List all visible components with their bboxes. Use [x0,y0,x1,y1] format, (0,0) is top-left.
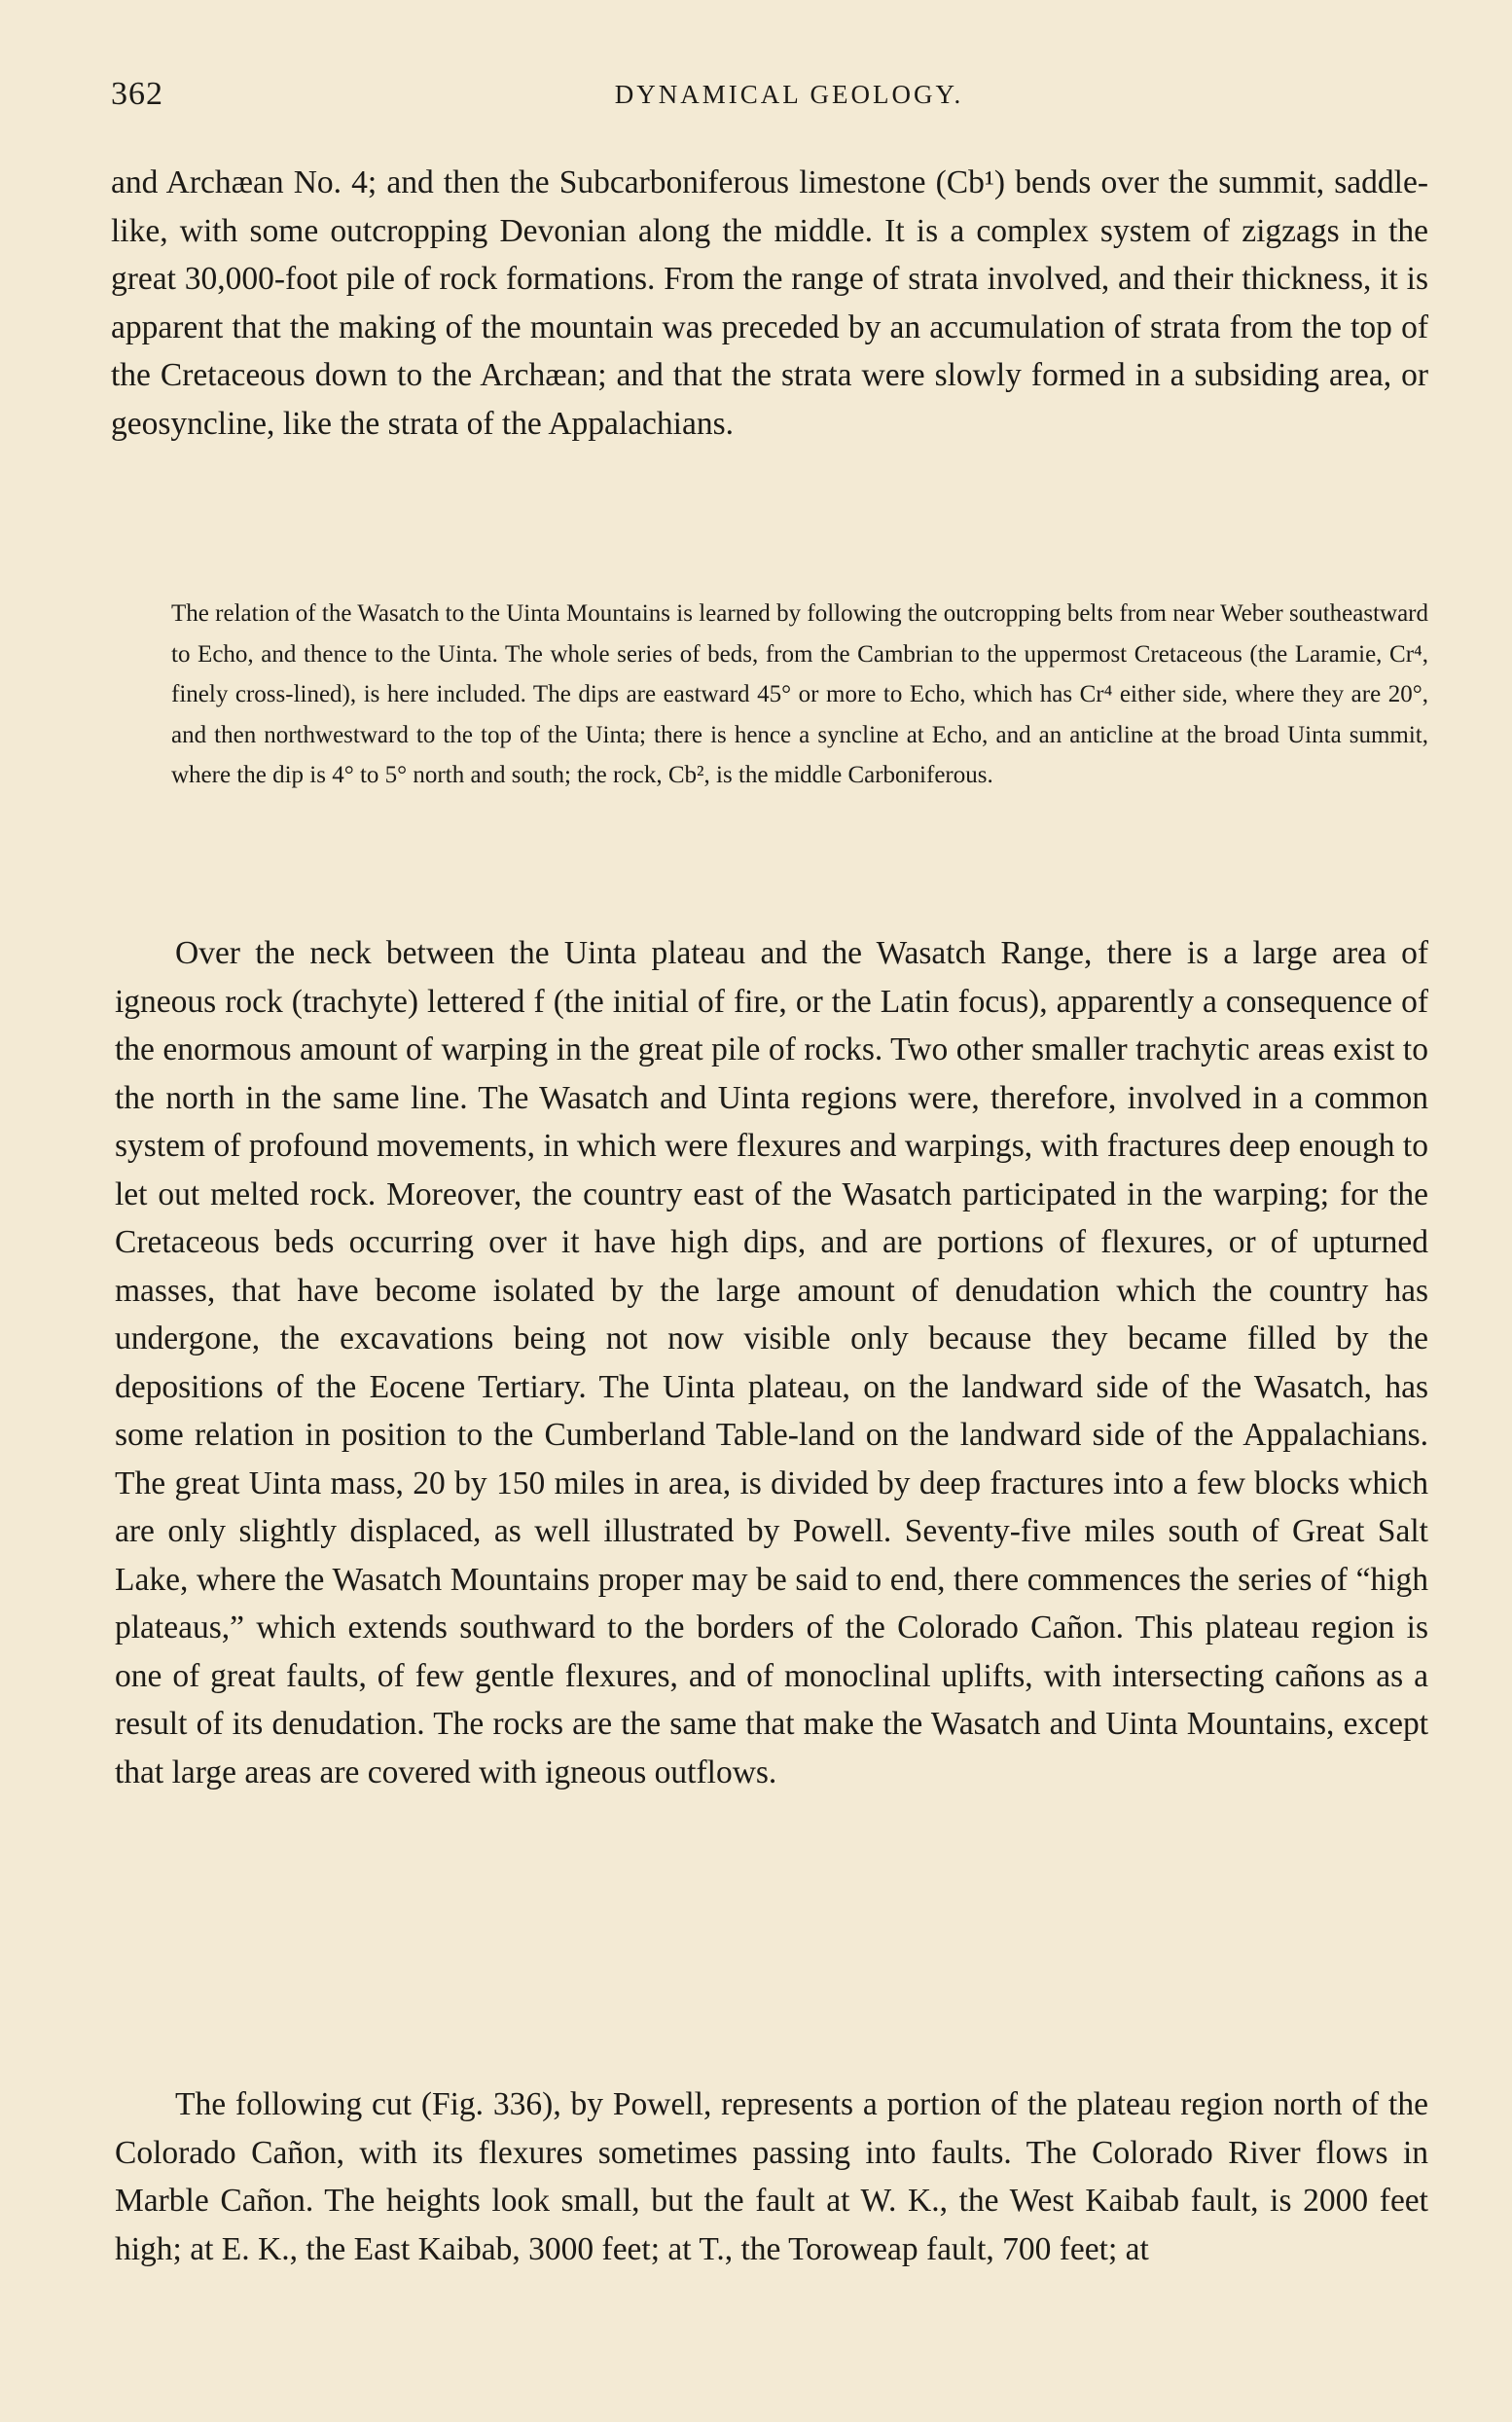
paragraph-archaean-strata: and Archæan No. 4; and then the Subcarboniferous limestone (Cb¹) bends over the summit, saddle-like, with some outcropping Devonian along the middle. It is a complex system of zigzags in the great 30,000-foot pile of rock formations. From the range of strata involved, and their thickness, it is apparent that the making of the mountain was preceded by an accumulation of strata from the top of the Cretaceous down to the Archæan; and that the strata were slowly formed in a subsiding area, or geosyncline, like the strata of the Appalachians. [111,164,1428,442]
paragraph-powell-cut: The following cut (Fig. 336), by Powell, represents a portion of the plateau region north of the Colorado Cañon, with its flexures sometimes passing into faults. The Colorado River flows in Marble Cañon. The heights look small, but the fault at W. K., the West Kaibab fault, is 2000 feet high; at E. K., the East Kaibab, 3000 feet; at T., the Toroweap fault, 700 feet; at [115,2086,1428,2267]
paragraph-uinta-wasatch-neck: Over the neck between the Uinta plateau and the Wasatch Range, there is a large area of igneous rock (trachyte) lettered f (the initial of fire, or the Latin focus), apparently a consequence of the enormous amount of warping in the great pile of rocks. Two other smaller trachytic areas exist to the north in the same line. The Wasatch and Uinta regions were, therefore, involved in a common system of profound movements, in which were flexures and warpings, with fractures deep enough to let out melted rock. Moreover, the country east of the Wasatch participated in the warping; for the Cretaceous beds occurring over it have high dips, and are portions of flexures, or of upturned masses, that have become isolated by the large amount of denudation which the country has undergone, the excavations being not now visible only because they became filled by the depositions of the Eocene Tertiary. The Uinta plateau, on the landward side of the Wasatch, has some relation in position to the Cumberland Table-land on the landward side of the Appalachians. The great Uinta mass, 20 by 150 miles in area, is divided by deep fractures into a few blocks which are only slightly displaced, as well illustrated by Powell. Seventy-five miles south of Great Salt Lake, where the Wasatch Mountains proper may be said to end, there commences the series of “high plateaus,” which extends southward to the borders of the Colorado Cañon. This plateau region is one of great faults, of few gentle flexures, and of monoclinal uplifts, with intersecting cañons as a result of its denudation. The rocks are the same that make the Wasatch and Uinta Mountains, except that large areas are covered with igneous outflows. [115,935,1428,1790]
figure-caption-wasatch-uinta: The relation of the Wasatch to the Uinta Mountains is learned by following the outcropping belts from near Weber southeastward to Echo, and thence to the Uinta. The whole series of beds, from the Cambrian to the uppermost Cretaceous (the Laramie, Cr⁴, finely cross-lined), is here included. The dips are eastward 45° or more to Echo, which has Cr⁴ either side, where they are 20°, and then northwestward to the top of the Uinta; there is hence a syncline at Echo, and an anticline at the broad Uinta summit, where the dip is 4° to 5° north and south; the rock, Cb², is the middle Carboniferous. [171,600,1428,788]
page-header [111,70,1428,128]
running-head: DYNAMICAL GEOLOGY. [614,80,964,109]
page-number: 362 [111,76,163,112]
